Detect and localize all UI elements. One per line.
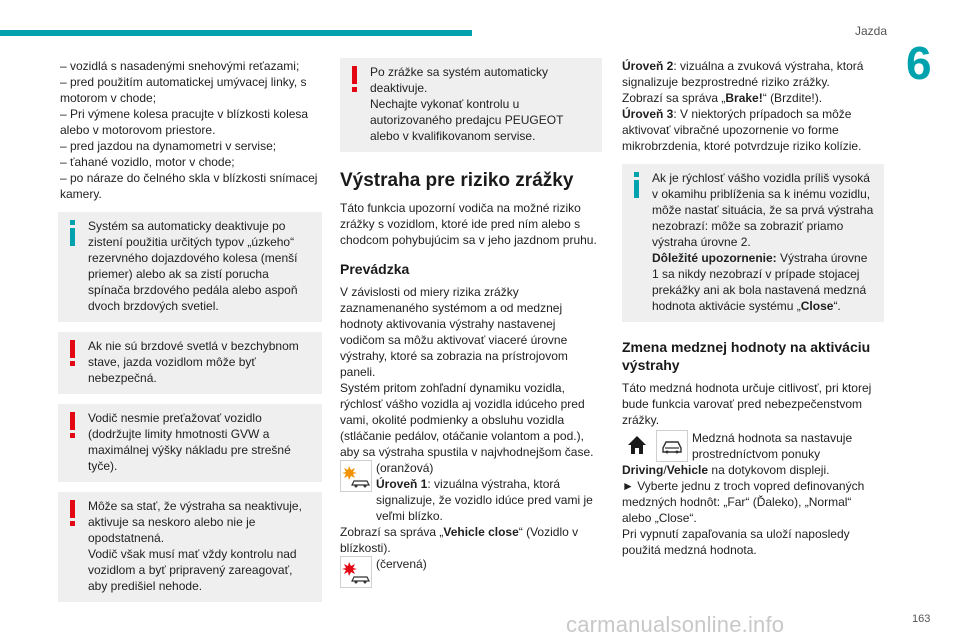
menu-vehicle: Vehicle: [666, 463, 709, 477]
subsection-heading: Zmena medznej hodnoty na aktiváciu výstrahy: [622, 339, 871, 373]
warning-note: [340, 58, 602, 152]
section-title: Jazda: [855, 24, 888, 38]
info-icon: [632, 172, 641, 198]
close-value: Close: [800, 299, 834, 313]
menu-driving: Driving: [622, 463, 664, 477]
color-label: (oranžová): [376, 461, 434, 475]
paragraph: [376, 476, 602, 524]
info-note-text: [652, 250, 876, 314]
paragraph: Systém pritom zohľadní dynamiku vozidla, rýchlosť vášho vozidla aj vozidla idúceho pred vami, okolité podmienky a obsluhu vozidla (stláčanie pedálov, otáčanie volantom a pod.), aby sa výstraha spustila v najvhodnejšom čase.: [340, 381, 594, 459]
collision-warning-red-icon: [340, 556, 372, 588]
message-prefix: Zobrazí sa správa „: [622, 91, 726, 105]
warning-icon: [68, 412, 77, 438]
level2-icon-row: [340, 556, 602, 588]
important-label: Dôležité upozornenie:: [652, 251, 777, 265]
column-3: [622, 58, 884, 558]
touch-text: na dotykovom displeji.: [708, 463, 830, 477]
watermark: carmanualsonline.info: [566, 612, 785, 637]
warning-note: [58, 332, 322, 394]
warning-note-text: Ak nie sú brzdové svetlá v bezchybnom stave, jazda vozidlom môže byť nebezpečná.: [88, 339, 299, 385]
level-label: Úroveň 2: [622, 59, 674, 73]
paragraph: Táto funkcia upozorní vodiča na možné riziko zrážky s vozidlom, ktoré ide pred ním alebo s chodcom pohybujúcim sa v jeho jazdnom pruhu.: [340, 201, 597, 247]
info-note: [622, 164, 884, 322]
paragraph: V závislosti od miery rizika zrážky zaznamenaného systémom a od medznej hodnoty aktivovania výstrahy nastavenej vodičom sa môžu aktivovať viaceré úrovne výstrahy, ktoré sa zobrazia na prístrojovom paneli.: [340, 285, 568, 379]
paragraph: [340, 524, 602, 556]
slash: /: [663, 463, 667, 477]
subsection-heading: Prevádzka: [340, 261, 410, 277]
list-item: – Pri výmene kolesa pracujte v blízkosti kolesa alebo v motorovom priestore.: [60, 107, 309, 137]
warning-note-text: Môže sa stať, že výstraha sa neaktivuje, aktivuje sa neskoro alebo nie je opodstatnená.: [88, 499, 302, 545]
section-heading: Výstraha pre riziko zrážky: [340, 170, 574, 191]
header-accent-bar: [0, 30, 472, 36]
message-suffix: “ (Brzdite!).: [762, 91, 823, 105]
column-2: [340, 58, 602, 588]
info-note-text: Ak je rýchlosť vášho vozidla príliš vysoká v okamihu priblíženia sa k inému vozidlu, môže nastať situácia, že sa prvá výstraha nezobrazí: môže sa zobraziť priamo výstraha úrovne 2.: [652, 171, 874, 249]
list-item: – vozidlá s nasadenými snehovými reťazami;: [60, 59, 300, 73]
page-number: 163: [912, 613, 931, 625]
paragraph: Medzná hodnota sa nastavuje prostredníctvom ponuky: [692, 431, 853, 461]
warning-note-text: Nechajte vykonať kontrolu u autorizovaného predajcu PEUGEOT alebo v kvalifikovanom servise.: [370, 97, 564, 143]
list-item: – pred jazdou na dynamometri v servise;: [60, 139, 277, 153]
collision-warning-orange-icon: [340, 460, 372, 492]
level1-row: [340, 460, 602, 524]
message-suffix: “ (Vozidlo v blízkosti).: [340, 525, 579, 555]
warning-icon: [68, 340, 77, 366]
info-note-text: Systém sa automaticky deaktivuje po zistení použitia určitých typov „úzkeho“ rezervného dojazdového kolesa (menší priemer) alebo ak sa zistí porucha spínača brzdového pedála alebo aspoň dvoch brzdových svetiel.: [88, 219, 298, 313]
warning-note: [58, 404, 322, 482]
warning-icon: [350, 66, 359, 92]
list-item: – ťahané vozidlo, motor v chode;: [60, 155, 235, 169]
paragraph: [622, 58, 884, 90]
warning-note: [58, 492, 322, 602]
level-text: : vizuálna a zvuková výstraha, ktorá signalizuje bezprostredné riziko zrážky.: [622, 59, 864, 89]
color-label: (červená): [376, 557, 427, 571]
paragraph: [622, 462, 884, 478]
paragraph: [622, 106, 884, 154]
paragraph: [622, 90, 884, 106]
vehicle-icon: [656, 430, 688, 462]
home-icon: [622, 430, 652, 460]
step-item: ► Vyberte jednu z troch vopred definovaných medzných hodnôt: „Far“ (Ďaleko), „Normal“ alebo „Close“.: [622, 479, 865, 525]
column-1: [60, 58, 322, 602]
message-prefix: Zobrazí sa správa „: [340, 525, 444, 539]
list-item: – po náraze do čelného skla v blízkosti snímacej kamery.: [60, 171, 318, 201]
message-name: Brake!: [725, 91, 763, 105]
level-text: : V niektorých prípadoch sa môže aktivovať vibračné upozornenie vo forme mikrobrzdenia, ktoré potvrdzuje riziko kolízie.: [622, 107, 862, 153]
info-icon: [68, 220, 77, 246]
menu-icons-row: [622, 430, 884, 462]
level-label: Úroveň 1: [376, 477, 428, 491]
level-label: Úroveň 3: [622, 107, 674, 121]
paragraph: Pri vypnutí zapaľovania sa uloží naposledy použitá medzná hodnota.: [622, 527, 850, 557]
warning-icon: [68, 500, 77, 526]
paragraph: Táto medzná hodnota určuje citlivosť, pri ktorej bude funkcia varovať pred nebezpečenstvom zrážky.: [622, 381, 872, 427]
level-text: : vizuálna výstraha, ktorá signalizuje, že vozidlo idúce pred vami je veľmi blízko.: [376, 477, 593, 523]
warning-note-text: Vodič nesmie preťažovať vozidlo (dodržujte limity hmotnosti GVW a maximálnej výšky nákladu pre strešné tyče).: [88, 411, 291, 473]
important-text: Výstraha úrovne 1 sa nikdy nezobrazí v prípade stojacej prekážky ani ak bola nastavená medzná hodnota aktivácie systému „: [652, 251, 868, 313]
close-suffix: “.: [833, 299, 841, 313]
info-note: [58, 212, 322, 322]
warning-note-text: Vodič však musí mať vždy kontrolu nad vozidlom a byť pripravený zareagovať, aby predišiel nehode.: [88, 547, 297, 593]
message-name: Vehicle close: [443, 525, 519, 539]
chapter-number: 6: [906, 37, 932, 89]
warning-note-text: Po zrážke sa systém automaticky deaktivuje.: [370, 65, 549, 95]
list-item: – pred použitím automatickej umývacej linky, s motorom v chode;: [60, 75, 307, 105]
